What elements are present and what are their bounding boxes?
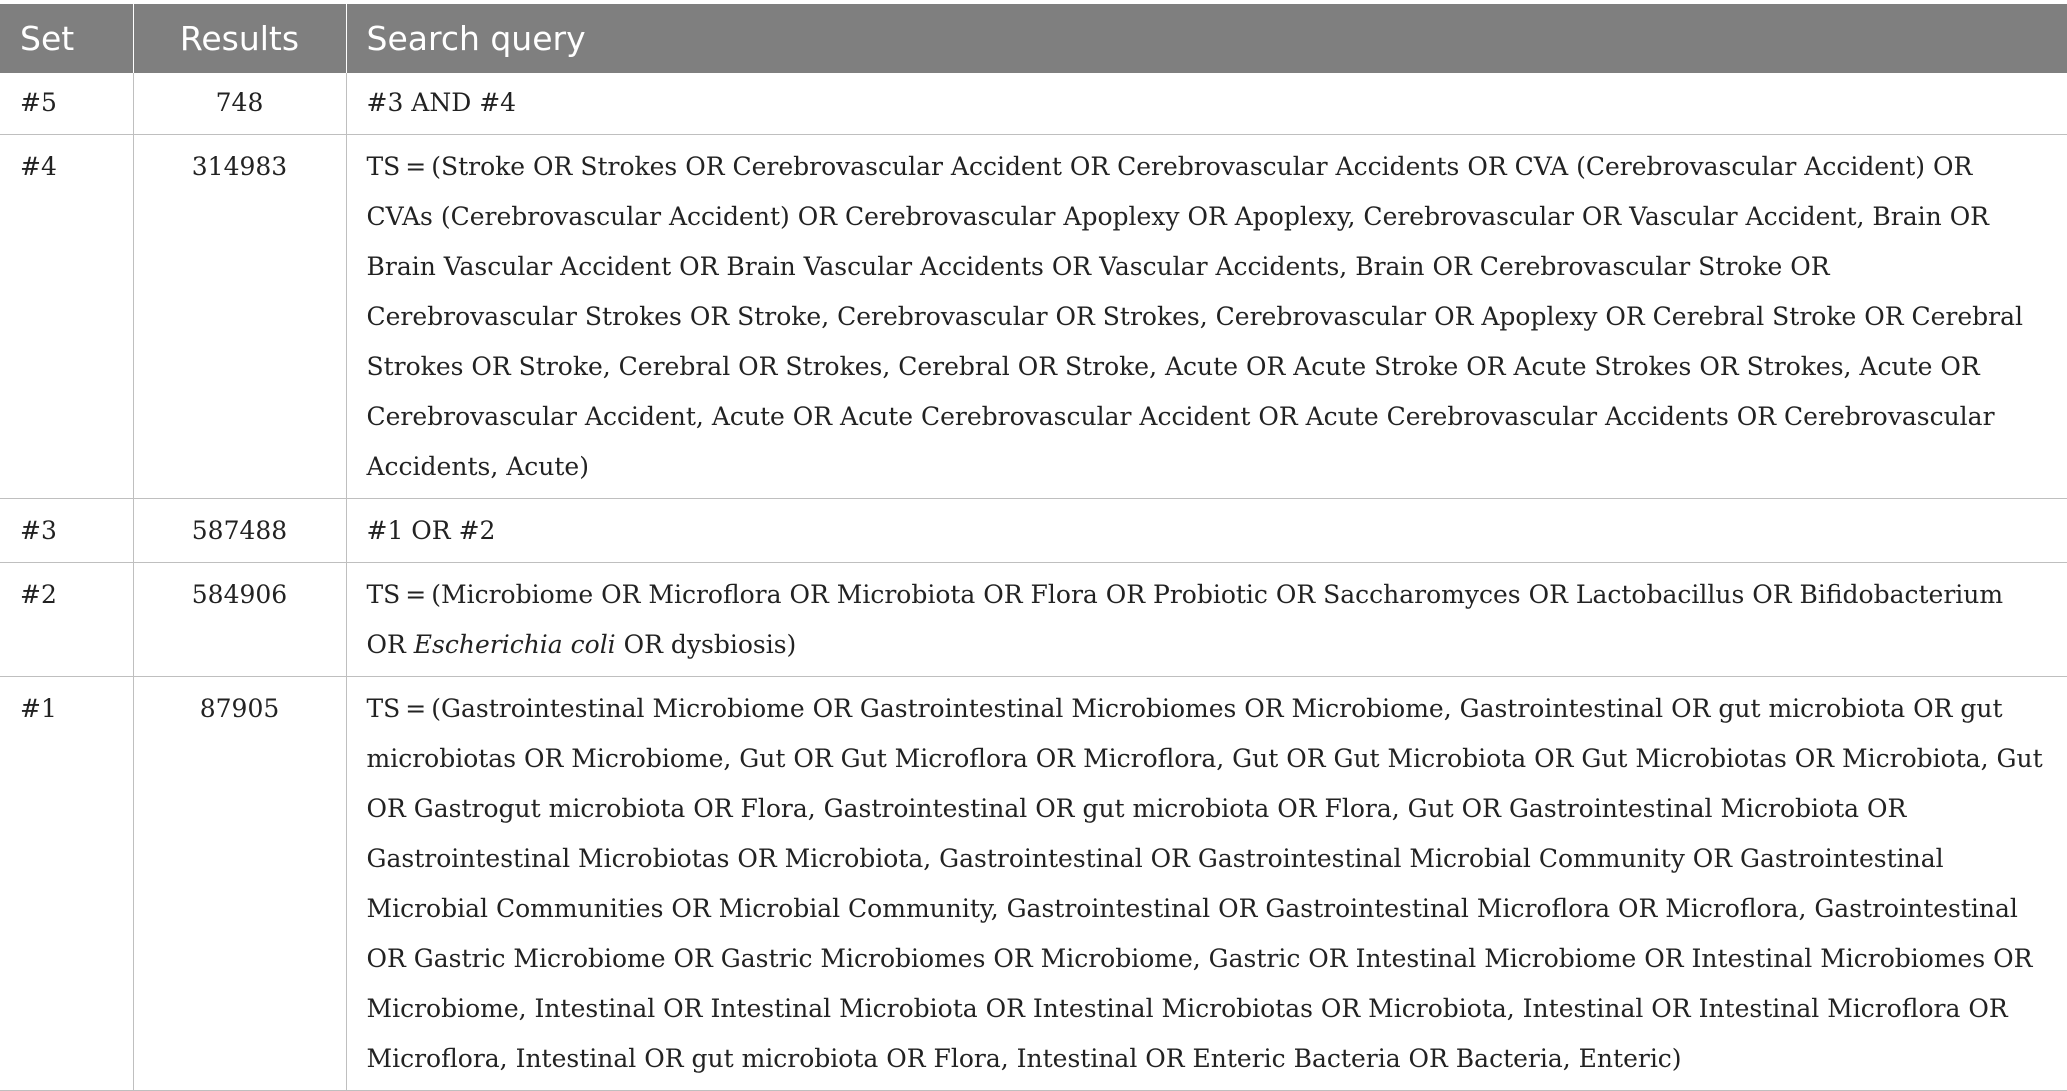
cell-set: #1 xyxy=(0,677,133,1091)
cell-results: 748 xyxy=(133,73,346,135)
table-header xyxy=(0,4,2067,73)
table-body xyxy=(0,73,2067,1091)
search-strategy-table xyxy=(0,4,2067,1091)
header-results: Results xyxy=(133,4,346,73)
search-strategy-table-container xyxy=(0,4,2067,1091)
table-row xyxy=(0,499,2067,563)
cell-search-query: TS = (Stroke OR Strokes OR Cerebrovascular Accident OR Cerebrovascular Accidents OR CVA (Cerebrovascular Accident) OR CVAs (Cerebrovascular Accident) OR Cerebrovascular Apoplexy OR Apoplexy, Cerebrovascular OR Vascular Accident, Brain OR Brain Vascular Accident OR Brain Vascular Accidents OR Vascular Accidents, Brain OR Cerebrovascular Stroke OR Cerebrovascular Strokes OR Stroke, Cerebrovascular OR Strokes, Cerebrovascular OR Apoplexy OR Cerebral Stroke OR Cerebral Strokes OR Stroke, Cerebral OR Strokes, Cerebral OR Stroke, Acute OR Acute Stroke OR Acute Strokes OR Strokes, Acute OR Cerebrovascular Accident, Acute OR Acute Cerebrovascular Accident OR Acute Cerebrovascular Accidents OR Cerebrovascular Accidents, Acute) xyxy=(346,135,2067,499)
cell-search-query: #1 OR #2 xyxy=(346,499,2067,563)
table-row xyxy=(0,73,2067,135)
cell-search-query: TS = (Gastrointestinal Microbiome OR Gastrointestinal Microbiomes OR Microbiome, Gastrointestinal OR gut microbiota OR gut microbiotas OR Microbiome, Gut OR Gut Microflora OR Microflora, Gut OR Gut Microbiota OR Gut Microbiotas OR Microbiota, Gut OR Gastrogut microbiota OR Flora, Gastrointestinal OR gut microbiota OR Flora, Gut OR Gastrointestinal Microbiota OR Gastrointestinal Microbiotas OR Microbiota, Gastrointestinal OR Gastrointestinal Microbial Community OR Gastrointestinal Microbial Communities OR Microbial Community, Gastrointestinal OR Gastrointestinal Microflora OR Microflora, Gastrointestinal OR Gastric Microbiome OR Gastric Microbiomes OR Microbiome, Gastric OR Intestinal Microbiome OR Intestinal Microbiomes OR Microbiome, Intestinal OR Intestinal Microbiota OR Intestinal Microbiotas OR Microbiota, Intestinal OR Intestinal Microflora OR Microflora, Intestinal OR gut microbiota OR Flora, Intestinal OR Enteric Bacteria OR Bacteria, Enteric) xyxy=(346,677,2067,1091)
table-row xyxy=(0,563,2067,677)
cell-set: #5 xyxy=(0,73,133,135)
cell-search-query: #3 AND #4 xyxy=(346,73,2067,135)
cell-results: 584906 xyxy=(133,563,346,677)
cell-results: 587488 xyxy=(133,499,346,563)
cell-results: 87905 xyxy=(133,677,346,1091)
cell-set: #3 xyxy=(0,499,133,563)
query-text-italic-species: Escherichia coli xyxy=(413,630,616,659)
query-text-before-italic: TS = (Microbiome OR Microflora OR Microbiota OR Flora OR Probiotic OR Saccharomyces OR Lactobacillus OR Bifidobacterium OR xyxy=(366,580,2004,659)
header-search-query: Search query xyxy=(346,4,2067,73)
cell-set: #4 xyxy=(0,135,133,499)
table-row xyxy=(0,677,2067,1091)
query-text-after-italic: OR dysbiosis) xyxy=(615,630,797,659)
header-set: Set xyxy=(20,19,75,58)
cell-results: 314983 xyxy=(133,135,346,499)
cell-set: #2 xyxy=(0,563,133,677)
table-row xyxy=(0,135,2067,499)
cell-search-query xyxy=(346,563,2067,677)
header-row xyxy=(0,4,2067,73)
